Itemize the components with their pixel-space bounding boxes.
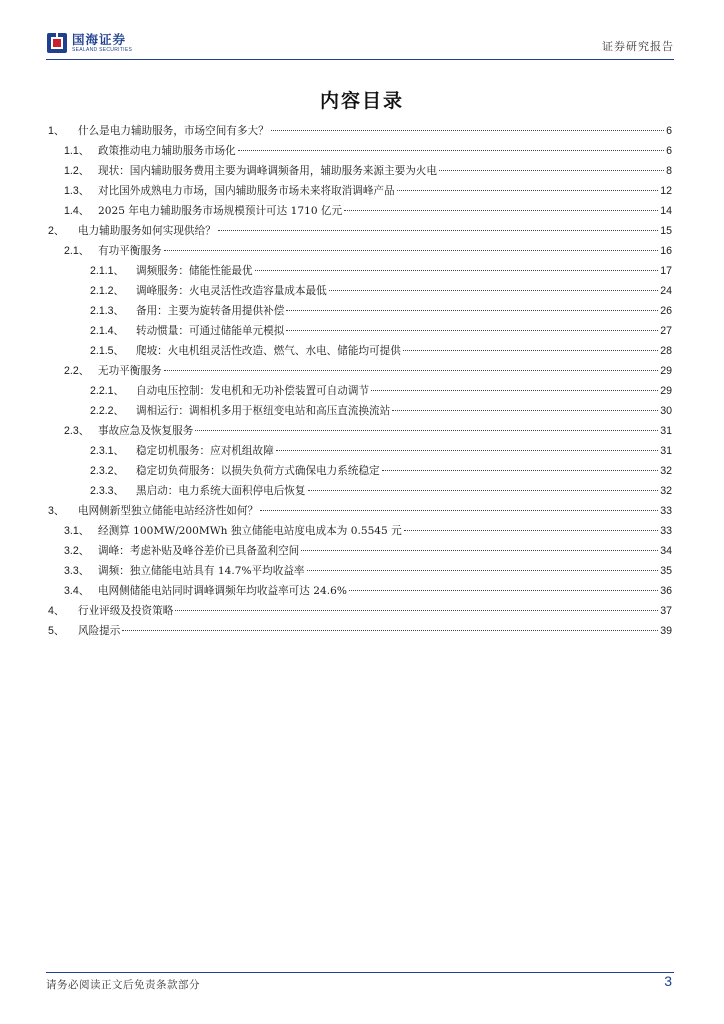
toc-entry[interactable] [48, 201, 672, 221]
toc-dot-leader [439, 170, 664, 171]
toc-entry-page: 26 [660, 305, 672, 317]
toc-entry[interactable] [48, 321, 672, 341]
toc-dot-leader [349, 590, 658, 591]
toc-entry-page: 31 [660, 425, 672, 437]
toc-entry-number: 3、 [48, 505, 65, 517]
toc-entry-title: 爬坡：火电机组灵活性改造、燃气、水电、储能均可提供 [136, 345, 401, 357]
toc-dot-leader [286, 330, 658, 331]
toc-entry-title: 风险提示 [78, 625, 121, 637]
toc-entry-number: 2.1.1、 [90, 265, 125, 277]
header-divider [46, 59, 674, 60]
logo-mark-icon [46, 32, 68, 54]
toc-entry-number: 2.1.2、 [90, 285, 125, 297]
toc-entry-page: 8 [666, 165, 672, 177]
toc-entry[interactable] [48, 581, 672, 601]
toc-entry-title: 事故应急及恢复服务 [98, 425, 194, 437]
toc-entry[interactable] [48, 541, 672, 561]
toc-entry-title: 电网侧新型独立储能电站经济性如何？ [78, 505, 259, 517]
toc-entry-title: 调频：独立储能电站具有 14.7%平均收益率 [98, 565, 305, 577]
toc-entry-number: 2.3、 [64, 425, 90, 437]
toc-entry-title: 2025 年电力辅助服务市场规模预计可达 1710 亿元 [98, 205, 343, 217]
toc-entry[interactable] [48, 361, 672, 381]
toc-entry-title: 电力辅助服务如何实现供给？ [78, 225, 216, 237]
toc-dot-leader [218, 230, 658, 231]
toc-entry-number: 4、 [48, 605, 65, 617]
toc-entry[interactable] [48, 621, 672, 641]
toc-entry[interactable] [48, 141, 672, 161]
toc-dot-leader [301, 550, 658, 551]
report-type-label: 证券研究报告 [602, 40, 674, 53]
toc-entry[interactable] [48, 481, 672, 501]
toc-entry-page: 29 [660, 365, 672, 377]
toc-entry-page: 16 [660, 245, 672, 257]
toc-dot-leader [329, 290, 659, 291]
toc-dot-leader [260, 510, 658, 511]
toc-entry-page: 33 [660, 525, 672, 537]
toc-dot-leader [238, 150, 664, 151]
toc-entry-title: 稳定切机服务：应对机组故障 [136, 445, 274, 457]
page-number: 3 [664, 973, 672, 989]
toc-dot-leader [164, 370, 659, 371]
toc-entry-number: 3.3、 [64, 565, 90, 577]
toc-entry-page: 32 [660, 485, 672, 497]
toc-entry-page: 34 [660, 545, 672, 557]
toc-entry-number: 2.1.5、 [90, 345, 125, 357]
toc-entry-number: 1.3、 [64, 185, 90, 197]
toc-entry[interactable] [48, 601, 672, 621]
toc-dot-leader [308, 490, 659, 491]
toc-entry-number: 3.2、 [64, 545, 90, 557]
toc-entry-title: 调峰服务：火电灵活性改造容量成本最低 [136, 285, 327, 297]
toc-entry-number: 2、 [48, 225, 65, 237]
toc-entry-title: 黑启动：电力系统大面积停电后恢复 [136, 485, 306, 497]
toc-entry-page: 17 [660, 265, 672, 277]
toc-entry[interactable] [48, 161, 672, 181]
toc-entry-page: 32 [660, 465, 672, 477]
toc-entry[interactable] [48, 521, 672, 541]
toc-entry-page: 37 [660, 605, 672, 617]
toc-entry-title: 自动电压控制：发电机和无功补偿装置可自动调节 [136, 385, 370, 397]
toc-entry-page: 39 [660, 625, 672, 637]
toc-dot-leader [403, 350, 658, 351]
toc-entry[interactable] [48, 461, 672, 481]
toc-entry-title: 转动惯量：可通过储能单元模拟 [136, 325, 285, 337]
toc-entry-page: 14 [660, 205, 672, 217]
toc-dot-leader [255, 270, 659, 271]
toc-entry-page: 28 [660, 345, 672, 357]
toc-dot-leader [371, 390, 658, 391]
toc-entry[interactable] [48, 421, 672, 441]
toc-entry-number: 2.3.3、 [90, 485, 125, 497]
toc-entry-number: 3.1、 [64, 525, 90, 537]
toc-entry-title: 行业评级及投资策略 [78, 605, 174, 617]
table-of-contents [48, 121, 672, 641]
toc-entry-number: 2.2.2、 [90, 405, 125, 417]
toc-entry-number: 2.1.3、 [90, 305, 125, 317]
toc-entry-page: 31 [660, 445, 672, 457]
toc-dot-leader [122, 630, 658, 631]
logo-english-name: SEALAND SECURITIES [72, 46, 133, 53]
toc-entry-number: 1.4、 [64, 205, 90, 217]
toc-entry-number: 1、 [48, 125, 65, 137]
toc-entry-number: 2.2、 [64, 365, 90, 377]
toc-entry[interactable] [48, 281, 672, 301]
toc-entry[interactable] [48, 561, 672, 581]
logo-chinese-name: 国海证券 [72, 31, 127, 47]
toc-entry[interactable] [48, 301, 672, 321]
toc-entry-number: 1.1、 [64, 145, 90, 157]
toc-entry-number: 2.1、 [64, 245, 90, 257]
toc-entry-title: 政策推动电力辅助服务市场化 [98, 145, 236, 157]
toc-entry-number: 2.2.1、 [90, 385, 125, 397]
footer-divider [46, 972, 674, 973]
toc-dot-leader [164, 250, 659, 251]
toc-dot-leader [382, 470, 659, 471]
toc-entry[interactable] [48, 221, 672, 241]
toc-entry-title: 现状：国内辅助服务费用主要为调峰调频备用，辅助服务来源主要为火电 [98, 165, 437, 177]
toc-dot-leader [286, 310, 658, 311]
toc-dot-leader [397, 190, 659, 191]
toc-entry-title: 电网侧储能电站同时调峰调频年均收益率可达 24.6% [98, 585, 347, 597]
toc-entry-page: 6 [666, 125, 672, 137]
toc-entry-title: 备用：主要为旋转备用提供补偿 [136, 305, 285, 317]
toc-entry-page: 35 [660, 565, 672, 577]
toc-dot-leader [271, 130, 664, 131]
toc-entry-title: 调峰：考虑补贴及峰谷差价已具备盈利空间 [98, 545, 300, 557]
toc-entry-number: 1.2、 [64, 165, 90, 177]
toc-entry[interactable] [48, 501, 672, 521]
toc-entry-title: 调频服务：储能性能最优 [136, 265, 253, 277]
toc-entry[interactable] [48, 441, 672, 461]
toc-dot-leader [175, 610, 658, 611]
toc-title: 内容目录 [319, 90, 404, 112]
toc-dot-leader [276, 450, 658, 451]
toc-entry[interactable] [48, 341, 672, 361]
toc-entry-page: 30 [660, 405, 672, 417]
page-header [46, 30, 674, 62]
toc-entry[interactable] [48, 241, 672, 261]
toc-dot-leader [307, 570, 659, 571]
toc-entry-page: 12 [660, 185, 672, 197]
toc-entry-title: 有功平衡服务 [98, 245, 162, 257]
toc-entry-page: 33 [660, 505, 672, 517]
toc-entry[interactable] [48, 121, 672, 141]
toc-entry-title: 什么是电力辅助服务，市场空间有多大？ [78, 125, 269, 137]
toc-entry-title: 经测算 100MW/200MWh 独立储能电站度电成本为 0.5545 元 [98, 525, 402, 537]
toc-dot-leader [404, 530, 658, 531]
toc-entry-number: 3.4、 [64, 585, 90, 597]
toc-entry-title: 无功平衡服务 [98, 365, 162, 377]
toc-dot-leader [195, 430, 658, 431]
toc-dot-leader [392, 410, 658, 411]
toc-entry-title: 调相运行：调相机多用于枢纽变电站和高压直流换流站 [136, 405, 391, 417]
toc-entry-number: 2.3.1、 [90, 445, 125, 457]
toc-entry-page: 36 [660, 585, 672, 597]
toc-entry-page: 24 [660, 285, 672, 297]
toc-entry-number: 2.1.4、 [90, 325, 125, 337]
toc-entry-number: 5、 [48, 625, 65, 637]
toc-entry-number: 2.3.2、 [90, 465, 125, 477]
toc-entry-title: 对比国外成熟电力市场，国内辅助服务市场未来将取消调峰产品 [98, 185, 395, 197]
toc-entry-page: 27 [660, 325, 672, 337]
toc-entry[interactable] [48, 181, 672, 201]
footer-disclaimer: 请务必阅读正文后免责条款部分 [46, 979, 200, 991]
toc-entry-title: 稳定切负荷服务：以损失负荷方式确保电力系统稳定 [136, 465, 380, 477]
company-logo [46, 32, 132, 54]
toc-entry-page: 29 [660, 385, 672, 397]
toc-entry[interactable] [48, 261, 672, 281]
toc-dot-leader [344, 210, 658, 211]
toc-entry-page: 15 [660, 225, 672, 237]
toc-entry[interactable] [48, 381, 672, 401]
toc-entry-page: 6 [666, 145, 672, 157]
toc-entry[interactable] [48, 401, 672, 421]
